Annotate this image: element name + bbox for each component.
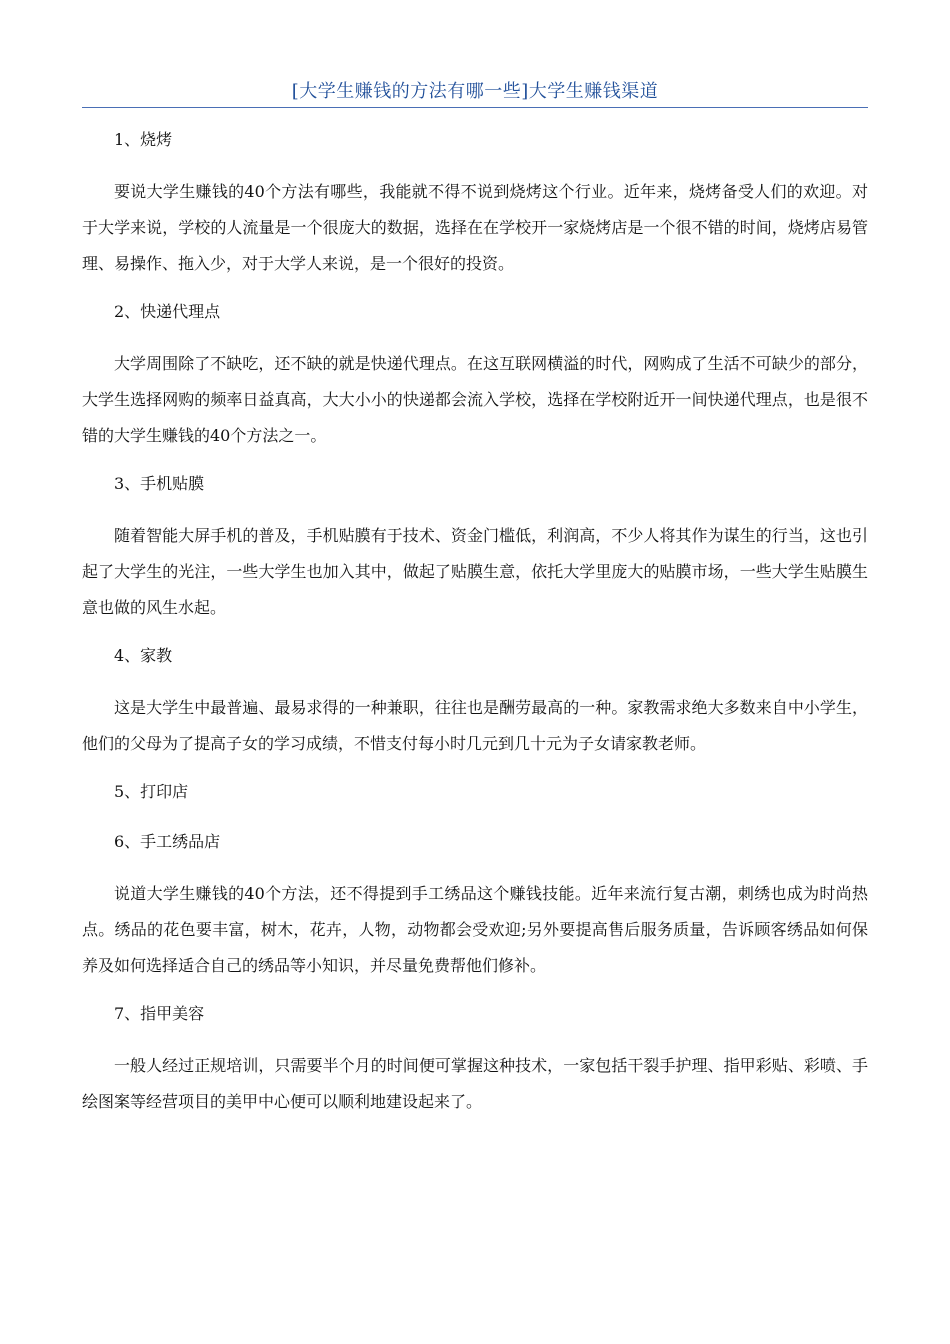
section-heading: 6、手工绣品店 xyxy=(114,832,221,851)
section-paragraph: 随着智能大屏手机的普及，手机贴膜有于技术、资金门槛低，利润高，不少人将其作为谋生的行当，这也引起了大学生的光注，一些大学生也加入其中，做起了贴膜生意，依托大学里庞大的贴膜市场，一些大学生贴膜生意也做的风生水起。 xyxy=(82,526,868,617)
section-paragraph: 大学周围除了不缺吃，还不缺的就是快递代理点。在这互联网横溢的时代，网购成了生活不可缺少的部分，大学生选择网购的频率日益真高，大大小小的快递都会流入学校，选择在学校附近开一间快递代理点，也是很不错的大学生赚钱的40个方法之一。 xyxy=(82,354,868,445)
section-paragraph: 要说大学生赚钱的40个方法有哪些，我能就不得不说到烧烤这个行业。近年来，烧烤备受人们的欢迎。对于大学来说，学校的人流量是一个很庞大的数据，选择在在学校开一家烧烤店是一个很不错的时间，烧烤店易管理、易操作、拖入少，对于大学人来说，是一个很好的投资。 xyxy=(82,182,868,273)
section-nail-care xyxy=(82,998,868,1120)
section-tutoring xyxy=(82,640,868,762)
section-heading: 2、快递代理点 xyxy=(114,302,221,321)
section-express-agent xyxy=(82,296,868,454)
document-body xyxy=(82,124,868,1134)
section-embroidery-shop xyxy=(82,826,868,984)
section-heading: 4、家教 xyxy=(114,646,173,665)
section-paragraph: 一般人经过正规培训，只需要半个月的时间便可掌握这种技术，一家包括干裂手护理、指甲彩贴、彩喷、手绘图案等经营项目的美甲中心便可以顺利地建设起来了。 xyxy=(82,1056,868,1111)
section-heading: 7、指甲美容 xyxy=(114,1004,205,1023)
section-paragraph: 说道大学生赚钱的40个方法，还不得提到手工绣品这个赚钱技能。近年来流行复古潮，刺绣也成为时尚热点。绣品的花色要丰富，树木，花卉，人物，动物都会受欢迎;另外要提高售后服务质量，告诉顾客绣品如何保养及如何选择适合自己的绣品等小知识，并尽量免费帮他们修补。 xyxy=(82,884,868,975)
section-bbq xyxy=(82,124,868,282)
section-heading: 3、手机贴膜 xyxy=(114,474,205,493)
section-heading: 5、打印店 xyxy=(114,782,189,801)
section-print-shop xyxy=(82,776,868,808)
section-paragraph: 这是大学生中最普遍、最易求得的一种兼职，往往也是酬劳最高的一种。家教需求绝大多数来自中小学生，他们的父母为了提高子女的学习成绩，不惜支付每小时几元到几十元为子女请家教老师。 xyxy=(82,698,868,753)
section-heading: 1、烧烤 xyxy=(114,130,173,149)
section-phone-film xyxy=(82,468,868,626)
page-title: [大学生赚钱的方法有哪一些]大学生赚钱渠道 xyxy=(291,81,659,102)
header-divider xyxy=(82,107,868,108)
